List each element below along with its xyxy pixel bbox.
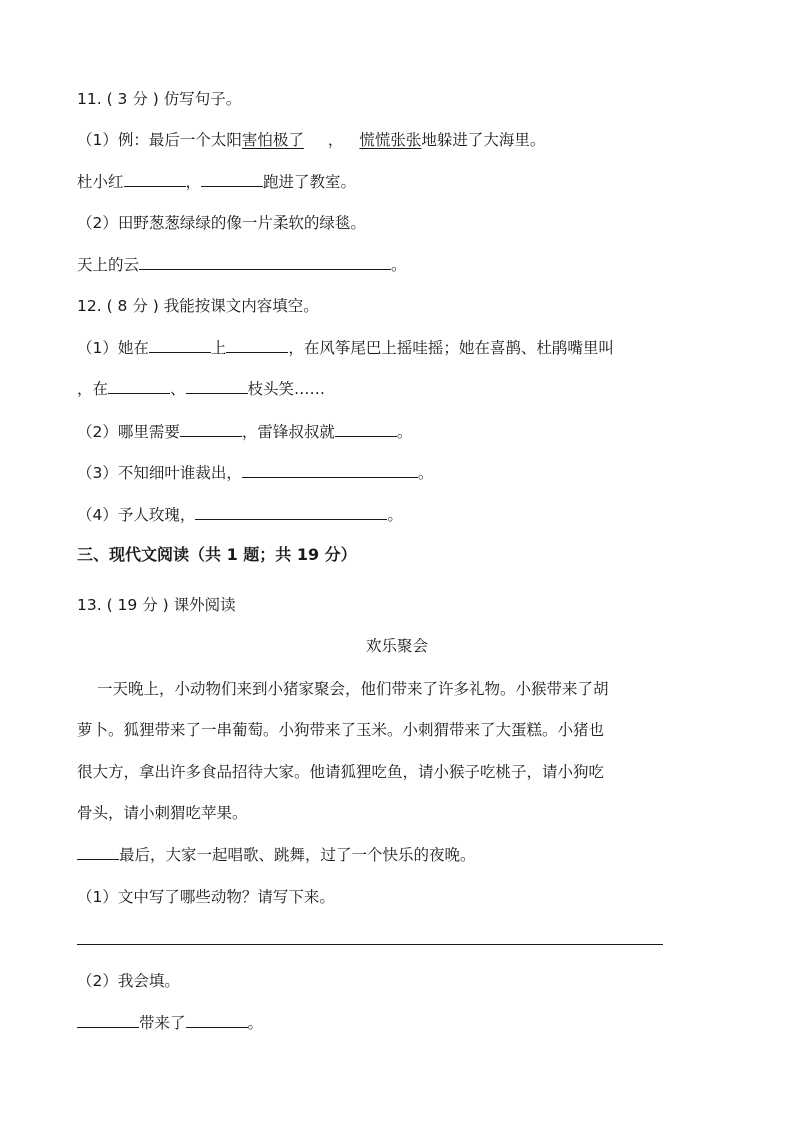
passage-last-sentence: 最后，大家一起唱歌、跳舞，过了一个快乐的夜晚。 <box>119 846 476 864</box>
passage-line-1: 一天晚上，小动物们来到小猪家聚会，他们带来了许多礼物。小猴带来了胡 <box>97 680 609 698</box>
q13-blank-1[interactable] <box>77 1012 139 1028</box>
q13-sub2-brought: 带来了 <box>139 1014 186 1032</box>
q12-part1-l2-c: 枝头笑…… <box>247 380 326 398</box>
q13-sub2-period: 。 <box>247 1014 264 1032</box>
q12-part3-b: 。 <box>417 464 434 482</box>
q12-blank-5[interactable] <box>180 421 242 437</box>
q12-part1-line1 <box>77 337 614 359</box>
q12-part1-b: 上 <box>210 339 227 357</box>
q11-part1-example <box>77 129 545 151</box>
q11-part2-example: （2）田野葱葱绿绿的像一片柔软的绿毯。 <box>77 214 366 232</box>
q12-title: 12. ( 8 分 ) 我能按课文内容填空。 <box>77 297 319 315</box>
q12-part4-b: 。 <box>387 506 403 524</box>
q12-blank-7[interactable] <box>242 462 418 478</box>
q12-part1-l2-a: ，在 <box>77 380 109 398</box>
q11-part1-answer-line <box>77 171 356 193</box>
q12-blank-8[interactable] <box>195 504 387 520</box>
passage-line-2: 萝卜。狐狸带来了一串葡萄。小狗带来了玉米。小刺猬带来了大蛋糕。小猪也 <box>77 721 605 739</box>
q12-part2 <box>77 421 412 443</box>
q12-part2-a: （2）哪里需要 <box>77 423 180 441</box>
q12-blank-2[interactable] <box>226 337 288 353</box>
q13-passage-blank[interactable] <box>77 844 119 860</box>
q12-part1-a: （1）她在 <box>77 339 149 357</box>
q11-blank-1[interactable] <box>124 171 186 187</box>
q11-part2-subject: 天上的云 <box>77 256 140 274</box>
q11-comma: ， <box>327 131 344 149</box>
q12-part3-a: （3）不知细叶谁裁出， <box>77 464 242 482</box>
q12-part2-b: ，雷锋叔叔就 <box>241 423 335 441</box>
q12-part1-c: ，在风筝尾巴上摇哇摇；她在喜鹊、杜鹃嘴里叫 <box>288 339 614 357</box>
q11-part1-comma: ， <box>185 173 202 191</box>
q12-part3 <box>77 462 433 484</box>
q11-part1-end: 跑进了教室。 <box>263 173 357 191</box>
q12-part2-c: 。 <box>396 423 413 441</box>
q11-title: 11. ( 3 分 ) 仿写句子。 <box>77 90 242 108</box>
q12-part1-l2-b: 、 <box>170 380 186 398</box>
q13-blank-2[interactable] <box>186 1012 248 1028</box>
passage-line-4: 骨头，请小刺猬吃苹果。 <box>77 804 248 822</box>
q13-sub1: （1）文中写了哪些动物？请写下来。 <box>77 888 335 906</box>
q11-part1-suffix: 地躲进了大海里。 <box>421 131 546 149</box>
q12-part4 <box>77 504 403 526</box>
q13-sub2: （2）我会填。 <box>77 972 180 990</box>
q13-title: 13. ( 19 分 ) 课外阅读 <box>77 596 236 614</box>
q11-part2-period: 。 <box>391 256 407 274</box>
q11-blank-2[interactable] <box>201 171 263 187</box>
section-3-heading: 三、现代文阅读（共 1 题；共 19 分） <box>77 545 357 564</box>
q11-underlined-phrase-2: 慌慌张张 <box>359 131 422 149</box>
q11-underlined-phrase-1: 害怕极了 <box>241 131 304 149</box>
q11-part2-answer-line <box>77 254 407 276</box>
q11-part1-prefix: （1）例：最后一个太阳 <box>77 131 242 149</box>
passage-line-5 <box>77 844 476 866</box>
q13-sub1-answer-line[interactable] <box>77 944 663 945</box>
q11-part1-subject: 杜小红 <box>77 173 124 191</box>
q11-blank-3[interactable] <box>139 254 391 270</box>
q12-part4-a: （4）予人玫瑰， <box>77 506 196 524</box>
q12-blank-6[interactable] <box>335 421 397 437</box>
q13-sub2-answer-line <box>77 1012 263 1034</box>
q12-blank-1[interactable] <box>149 337 211 353</box>
passage-title: 欢乐聚会 <box>365 637 428 655</box>
q12-blank-3[interactable] <box>108 378 170 394</box>
passage-line-3: 很大方，拿出许多食品招待大家。他请狐狸吃鱼，请小猴子吃桃子，请小狗吃 <box>77 763 605 781</box>
q12-blank-4[interactable] <box>186 378 248 394</box>
q12-part1-line2 <box>77 378 325 400</box>
